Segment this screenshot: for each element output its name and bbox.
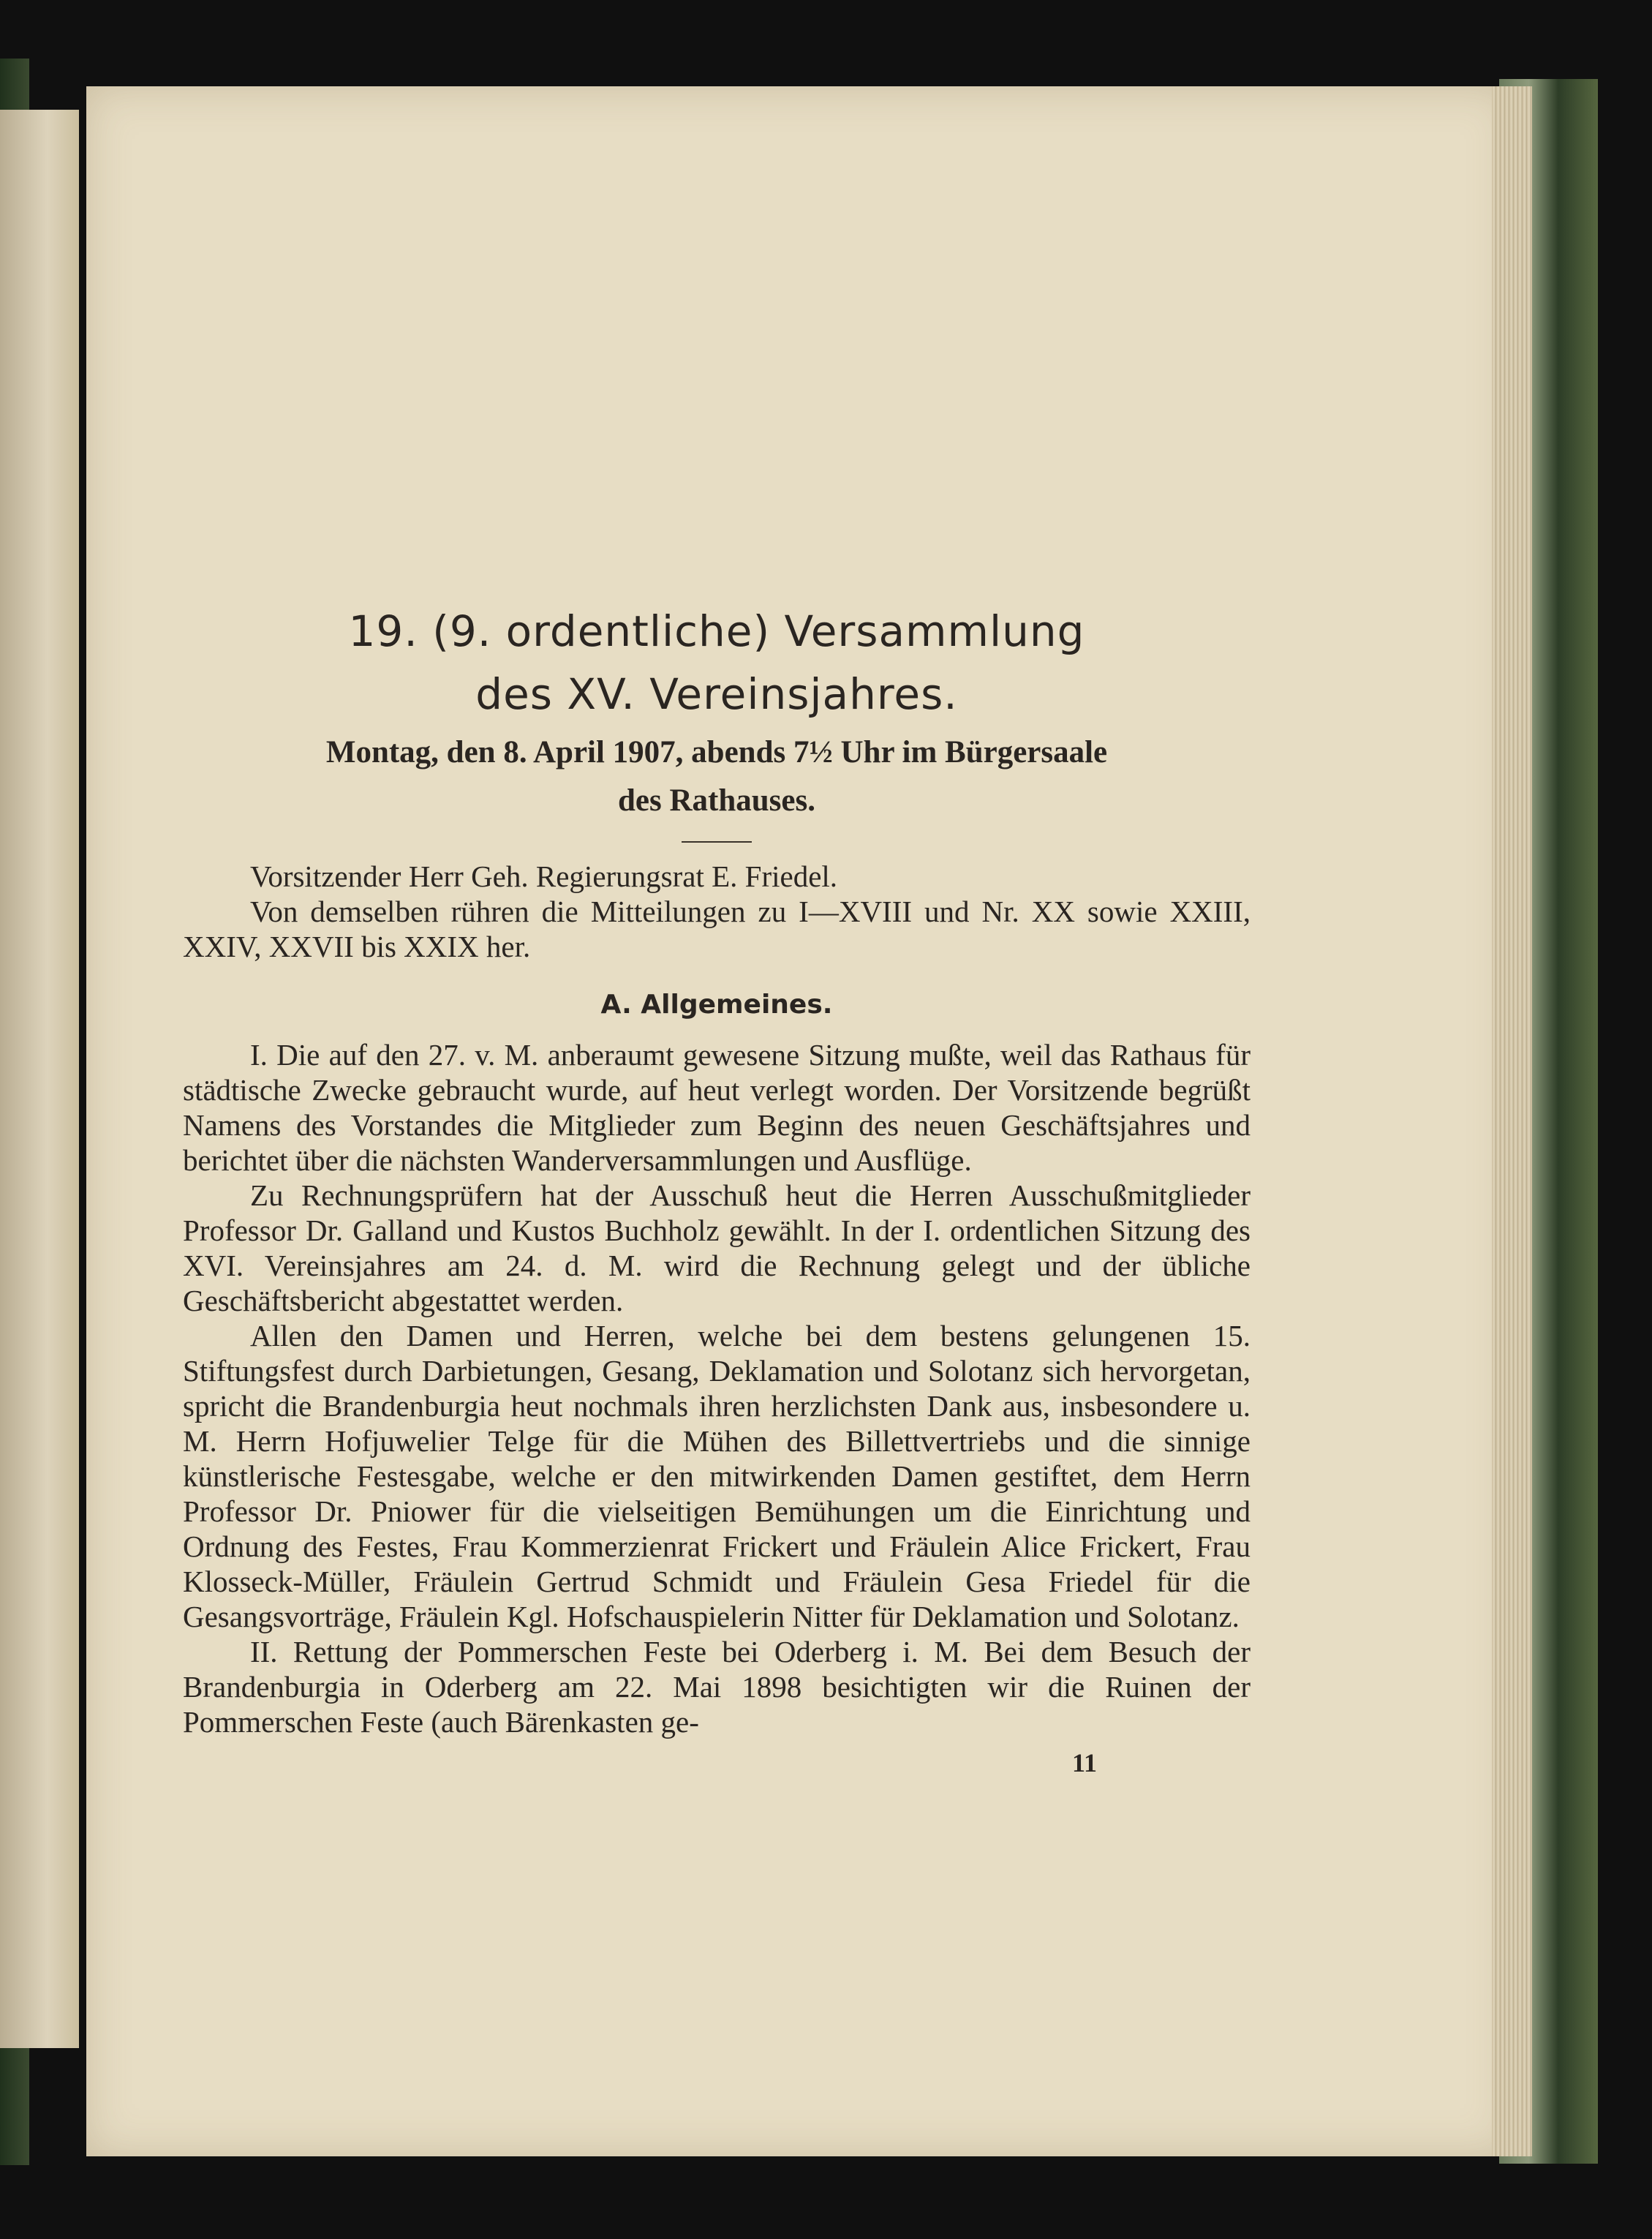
previous-page-edge <box>0 110 79 2048</box>
paragraph-ii: II. Rettung der Pommerschen Feste bei Oderberg i. M. Bei dem Besuch der Brandenburgia in Oderberg am 22. Mai 1898 besichtigten wir die Ruinen der Pommerschen Feste (auch Bärenkasten ge- <box>183 1635 1251 1739</box>
section-heading-general: A. Allgemeines. <box>600 990 833 1020</box>
chair-paragraph: Vorsitzender Herr Geh. Regierungsrat E. Friedel. <box>250 859 838 893</box>
contributions-paragraph: Von demselben rühren die Mitteilungen zu I—XVIII und Nr. XX sowie XXIII, XXIV, XXVII bis XXIX her. <box>183 895 1251 963</box>
meeting-title-line2: des XV. Vereinsjahres. <box>475 669 958 719</box>
meeting-location: des Rathauses. <box>618 783 815 818</box>
page-block-edges <box>1492 86 1532 2156</box>
page-text <box>183 600 1251 1780</box>
paragraph-thanks: Allen den Damen und Herren, welche bei dem bestens gelungenen 15. Stiftungsfest durch Darbietungen, Gesang, Deklamation und Solotanz sich hervorgetan, spricht die Brandenburgia heut nochmals ihren herzlichsten Dank aus, insbesondere u. M. Herrn Hofjuwelier Telge für die Mühen des Billettvertriebs und die sinnige künstlerische Festesgabe, welche er den mitwirkenden Damen gestiftet, dem Herrn Professor Dr. Pniower für die vielseitigen Bemühungen um die Einrichtung und Ordnung des Festes, Frau Kommerzienrat Frickert und Fräulein Alice Frickert, Frau Klosseck-Müller, Fräulein Gertrud Schmidt und Fräulein Gesa Friedel für die Gesangsvorträge, Fräulein Kgl. Hofschauspielerin Nitter für Deklamation und Solotanz. <box>183 1319 1251 1633</box>
divider-rule <box>682 841 752 843</box>
signature-mark: 11 <box>1071 1748 1097 1777</box>
meeting-title: 19. (9. ordentliche) Versammlung <box>348 606 1085 656</box>
meeting-date: Montag, den 8. April 1907, abends 7½ Uhr im Bürgersaale <box>325 735 1108 769</box>
paragraph-i: I. Die auf den 27. v. M. anberaumt gewesene Sitzung mußte, weil das Rathaus für städtische Zwecke gebraucht wurde, auf heut verlegt worden. Der Vorsitzende begrüßt Namens des Vorstandes die Mitglieder zum Beginn des neuen Geschäftsjahres und berichtet über die nächsten Wanderversammlungen und Ausflüge. <box>183 1038 1251 1177</box>
paragraph-auditors: Zu Rechnungsprüfern hat der Ausschuß heut die Herren Ausschußmitglieder Professor Dr. Galland und Kustos Buchholz gewählt. In der I. ordentlichen Sitzung des XVI. Vereinsjahres am 24. d. M. wird die Rechnung gelegt und der übliche Geschäftsbericht abgestattet werden. <box>183 1178 1251 1317</box>
